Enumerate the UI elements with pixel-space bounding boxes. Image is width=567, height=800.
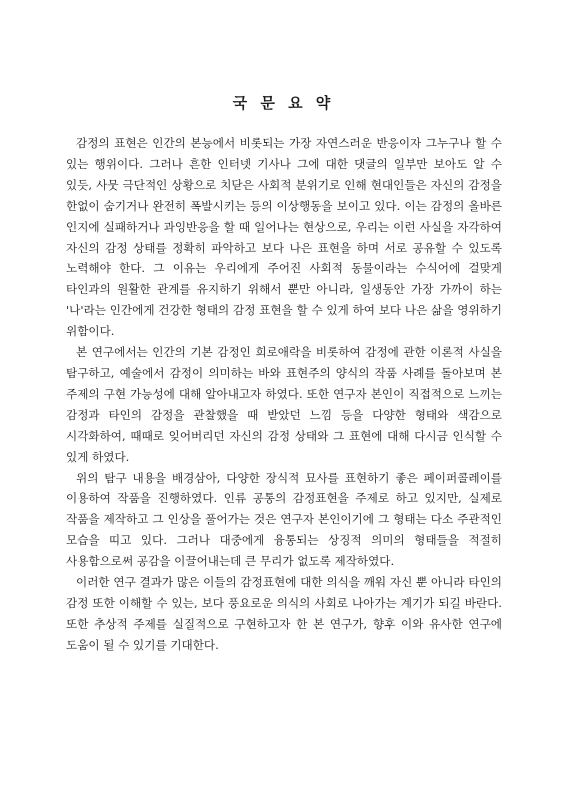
paragraph-1: 감정의 표현은 인간의 본능에서 비롯되는 가장 자연스러운 반응이자 그누구나 할 수 있는 행위이다. 그러나 흔한 인터넷 기사나 그에 대한 댓글의 일부만 보아도 알 수 있듯, 사뭇 극단적인 상황으로 치닫은 사회적 분위기로 인해 현대인들은 자신의 감정을 한없이 숨기거나 완전히 폭발시키는 등의 이상행동을 보이고 있다. 이는 감정의 올바른 인지에 실패하거나 과잉반응을 할 때 일어나는 현상으로, 우리는 이런 사실을 자각하여 자신의 감정 상태를 정확히 파악하고 보다 나은 표현을 하며 서로 공유할 수 있도록 노력해야 한다. 그 이유는 우리에게 주어진 사회적 동물이라는 수식어에 걸맞게 타인과의 원활한 관계를 유지하기 위해서 뿐만 아니라, 일생동안 가장 가까이 하는 '나'라는 인간에게 건강한 형태의 감정 표현을 할 수 있게 하여 보다 나은 삶을 영위하기 위함이다. xyxy=(66,136,502,339)
paragraph-4: 이러한 연구 결과가 많은 이들의 감정표현에 대한 의식을 깨워 자신 뿐 아니라 타인의 감정 또한 이해할 수 있는, 보다 풍요로운 의식의 사회로 나아가는 계기가 되길 바란다. 또한 추상적 주제를 실질적으로 구현하고자 한 본 연구가, 향후 이와 유사한 연구에 도움이 될 수 있기를 기대한다. xyxy=(66,575,502,652)
paragraph-2: 본 연구에서는 인간의 기본 감정인 희로애락을 비롯하여 감정에 관한 이론적 사실을 탐구하고, 예술에서 감정이 의미하는 바와 표현주의 양식의 작품 사례를 돌아보며 본 주제의 구현 가능성에 대해 알아내고자 하였다. 또한 연구자 본인이 직접적으로 느끼는 감정과 타인의 감정을 관찰했을 때 받았던 느낌 등을 다양한 형태와 색감으로 시각화하여, 때때로 잊어버리던 자신의 감정 상태와 그 표현에 대해 다시금 인식할 수 있게 하였다. xyxy=(66,345,502,464)
page-title: 국 문 요 약 xyxy=(232,94,335,112)
paragraph-3: 위의 탐구 내용을 배경삼아, 다양한 장식적 묘사를 표현하기 좋은 페이퍼콜레이를 이용하여 작품을 진행하였다. 인류 공통의 감정표현을 주제로 하고 있지만, 실제로 작품을 제작하고 그 인상을 풀어가는 것은 연구자 본인이기에 그 형태는 다소 주관적인 모습을 띠고 있다. 그러나 대중에게 융통되는 상징적 의미의 형태들을 적절히 사용함으로써 공감을 이끌어내는데 큰 무리가 없도록 제작하였다. xyxy=(66,470,502,569)
abstract-body xyxy=(66,133,502,656)
